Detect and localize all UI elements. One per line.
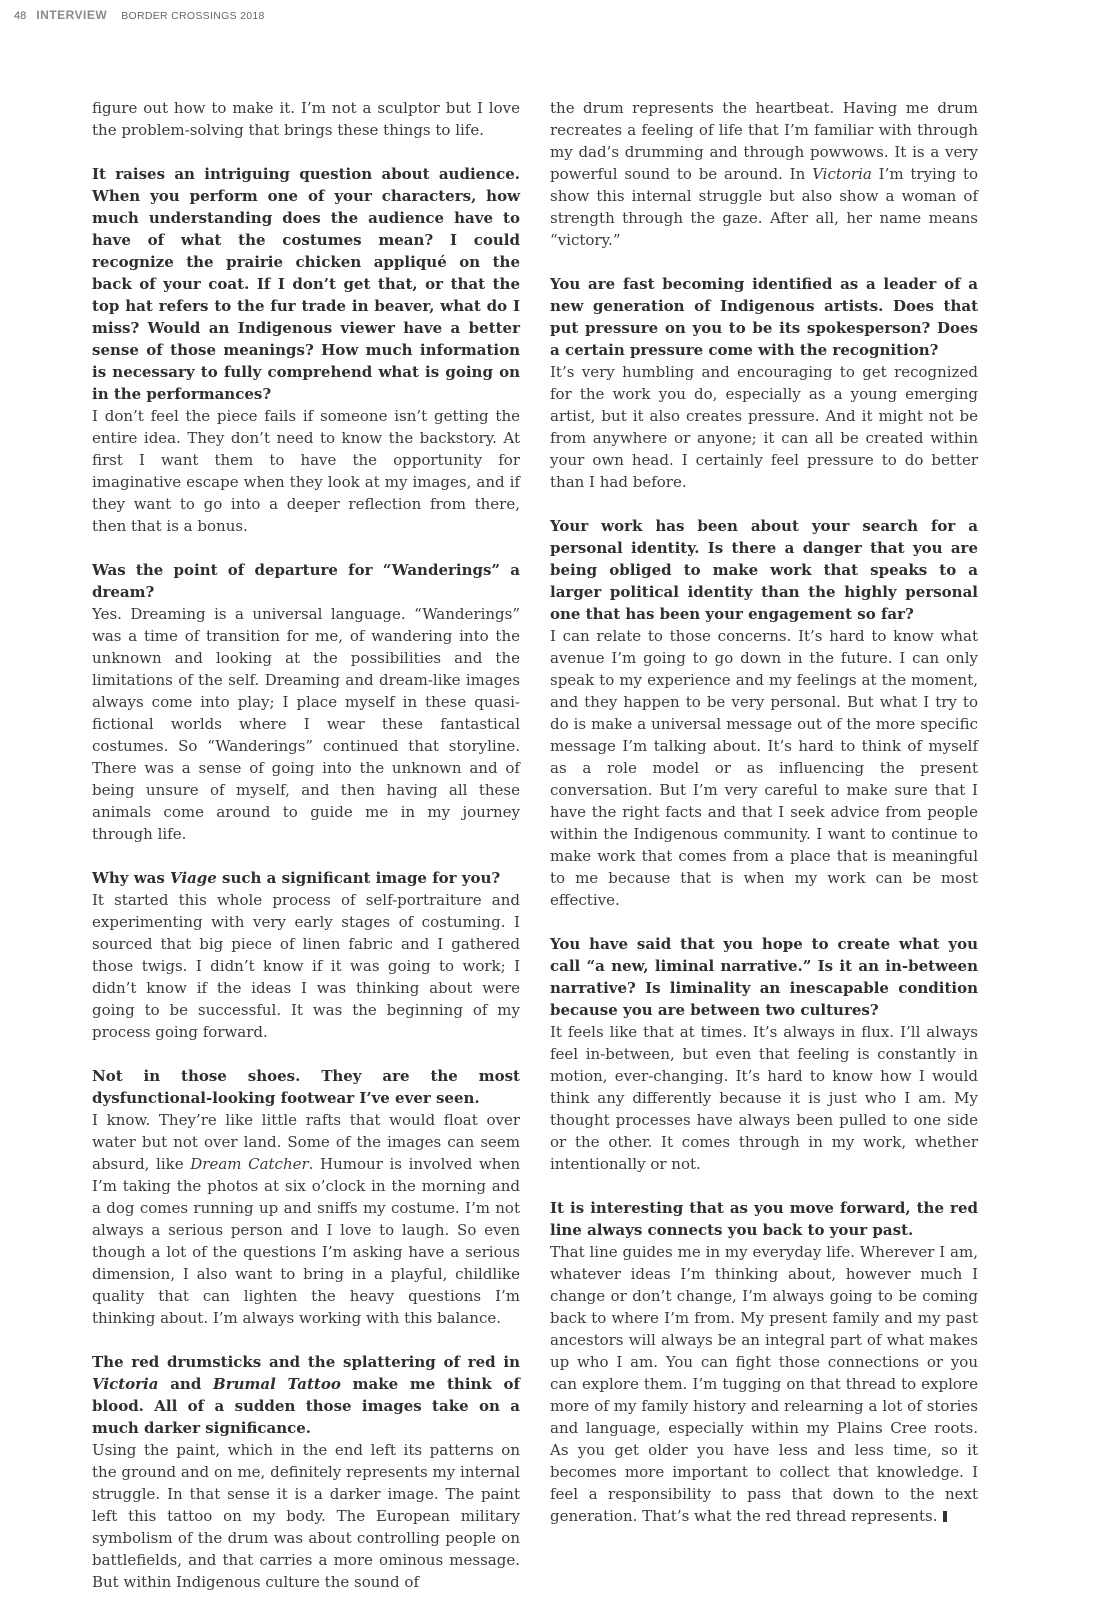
answer: I can relate to those concerns. It’s hard to know what avenue I’m going to go down in the future. I can only speak to my experience and my feelings at the moment, and they happen to be very personal. But what I try to do is make a universal message out of the more specific message I’m talking about. It’s hard to think of myself as a role model or as influencing the present conversation. But I’m very careful to make sure that I have the right facts and that I seek advice from people within the Indigenous community. I want to continue to make work that comes from a place that is meaningful to me because that is when my work can be most effective.	[550, 627, 978, 909]
answer: I know. They’re like little rafts that would float over water but not over land. Some of the images can seem absurd, like Dream Catcher. Humour is involved when I’m taking the photos at six o’clock in the morning and a dog comes running up and sniffs my costume. I’m not always a serious person and I love to laugh. So even though a lot of the questions I’m asking have a serious dimension, I also want to bring in a playful, childlike quality that can lighten the heavy questions I’m thinking about. I’m always working with this balance.	[92, 1111, 520, 1327]
question: Was the point of departure for “Wanderings” a dream?	[92, 561, 520, 601]
answer: Yes. Dreaming is a universal language. “Wanderings” was a time of transition for me, of wandering into the unknown and looking at the possibilities and the limitations of the self. Dreaming and dream-like images always come into play; I place myself in these quasi-fictional worlds where I wear these fantastical costumes. So “Wanderings” continued that storyline. There was a sense of going into the unknown and of being unsure of myself, and then having all these animals come around to guide me in my journey through life.	[92, 605, 520, 843]
continued-answer: figure out how to make it. I’m not a sculptor but I love the problem-solving that brings these things to life.	[92, 99, 520, 139]
publication-label: BORDER CROSSINGS 2018	[121, 10, 265, 22]
artwork-title: Brumal Tattoo	[213, 1375, 341, 1393]
answer: It’s very humbling and encouraging to get recognized for the work you do, especially as a young emerging artist, but it also creates pressure. And it might not be from anywhere or anyone; it can all be created within your own head. I certainly feel pressure to do better than I had before.	[550, 363, 978, 491]
left-column	[92, 97, 520, 1615]
question: The red drumsticks and the splattering of red in Victoria and Brumal Tattoo make me think of blood. All of a sudden those images take on a much darker significance.	[92, 1353, 521, 1437]
question: You are fast becoming identified as a leader of a new generation of Indigenous artists. Does that put pressure on you to be its spokesperson? Does a certain pressure come with the recognition?	[550, 275, 978, 359]
running-header	[14, 8, 265, 24]
question: It is interesting that as you move forward, the red line always connects you back to your past.	[550, 1199, 978, 1239]
question: Not in those shoes. They are the most dysfunctional-looking footwear I’ve ever seen.	[92, 1067, 520, 1107]
answer: Using the paint, which in the end left its patterns on the ground and on me, definitely represents my internal struggle. In that sense it is a darker image. The paint left this tattoo on my body. The European military symbolism of the drum was about controlling people on battlefields, and that carries a more ominous message. But within Indigenous culture the sound of	[92, 1441, 520, 1591]
continued-answer: the drum represents the heartbeat. Having me drum recreates a feeling of life that I’m familiar with through my dad’s drumming and through powwows. It is a very powerful sound to be around. In Victoria I’m trying to show this internal struggle but also show a woman of strength through the gaze. After all, her name means “victory.”	[550, 99, 979, 249]
answer: It started this whole process of self-portraiture and experimenting with very early stages of costuming. I sourced that big piece of linen fabric and I gathered those twigs. I didn’t know if it was going to work; I didn’t know if the ideas I was thinking about were going to be successful. It was the beginning of my process going forward.	[92, 891, 520, 1041]
section-label: INTERVIEW	[36, 8, 108, 22]
right-column	[550, 97, 978, 1549]
artwork-title: Dream Catcher	[190, 1155, 309, 1173]
question: You have said that you hope to create what you call “a new, liminal narrative.” Is it an in-between narrative? Is liminality an inescapable condition because you are between two cultures?	[550, 935, 978, 1019]
question: Your work has been about your search for a personal identity. Is there a danger that you are being obliged to make work that speaks to a larger political identity than the highly personal one that has been your engagement so far?	[550, 517, 978, 623]
artwork-title: Viage	[170, 869, 217, 887]
end-mark	[943, 1511, 947, 1522]
artwork-title: Victoria	[812, 165, 872, 183]
question: It raises an intriguing question about audience. When you perform one of your characters, how much understanding does the audience have to have of what the costumes mean? I could recognize the prairie chicken appliqué on the back of your coat. If I don’t get that, or that the top hat refers to the fur trade in beaver, what do I miss? Would an Indigenous viewer have a better sense of those meanings? How much information is necessary to fully comprehend what is going on in the performances?	[92, 165, 520, 403]
answer: That line guides me in my everyday life. Wherever I am, whatever ideas I’m thinking about, however much I change or don’t change, I’m always going to be coming back to where I’m from. My present family and my past ancestors will always be an integral part of what makes up who I am. You can fight those connections or you can explore them. I’m tugging on that thread to explore more of my family history and relearning a lot of stories and language, especially within my Plains Cree roots. As you get older you have less and less time, so it becomes more important to collect that knowledge. I feel a responsibility to pass that down to the next generation. That’s what the red thread represents.	[550, 1243, 978, 1525]
question: Why was Viage such a significant image for you?	[92, 869, 501, 887]
artwork-title: Victoria	[92, 1375, 159, 1393]
answer: It feels like that at times. It’s always in flux. I’ll always feel in-between, but even that feeling is constantly in motion, ever-changing. It’s hard to know how I would think any differently because it is just who I am. My thought processes have always been pulled to one side or the other. It comes through in my work, whether intentionally or not.	[550, 1023, 978, 1173]
page-number: 48	[14, 10, 27, 22]
answer: I don’t feel the piece fails if someone isn’t getting the entire idea. They don’t need to know the backstory. At first I want them to have the opportunity for imaginative escape when they look at my images, and if they want to go into a deeper reflection from there, then that is a bonus.	[92, 407, 520, 535]
